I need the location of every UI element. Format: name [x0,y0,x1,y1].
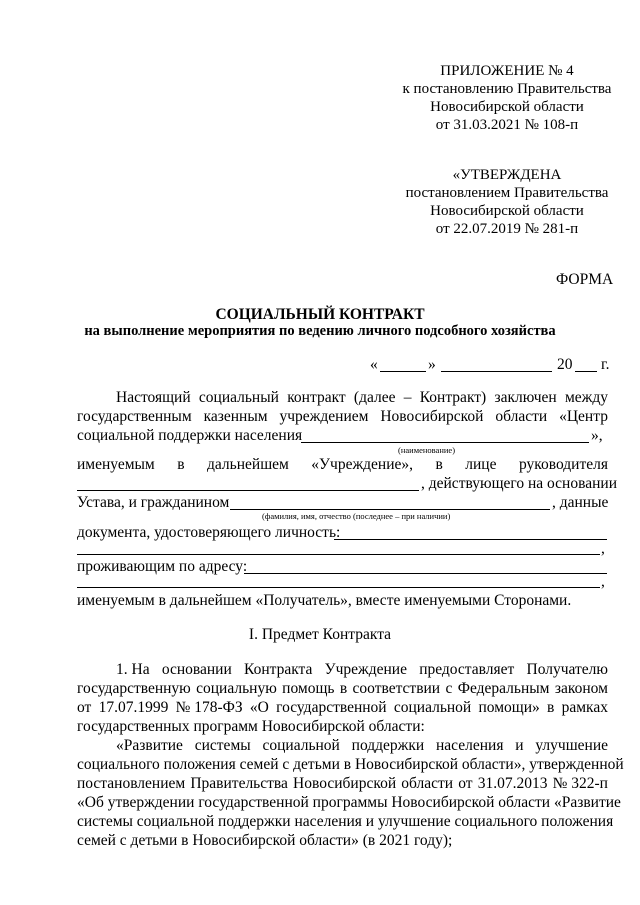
word: от [458,775,473,792]
paragraph-line: государственных программ Новосибирской области: [77,718,425,735]
word: № 322-п [552,775,608,792]
paragraph-line [116,660,608,679]
word: области [401,775,454,792]
word: системы [194,737,251,754]
form-label: ФОРМА [556,271,614,288]
word: поддержки [351,737,425,754]
word: Контракта [244,661,313,678]
word: Контракт) [419,389,487,406]
date-open-quote: « [370,356,378,373]
identity-document-field[interactable] [334,539,607,540]
date-year-prefix: 20 [557,356,573,373]
word: социального положения семей с детьми в Новосибирской области», утвержденной [77,756,624,773]
intro-line: проживающим по адресу: [77,558,248,575]
approval-line: Новосибирской области [430,203,584,219]
intro-line: Устава, и гражданином [77,494,230,511]
word: казенным [203,408,268,425]
word: предоставляет [419,661,515,678]
word: Получателю [526,661,608,678]
paragraph-line [77,774,608,793]
document-title: СОЦИАЛЬНЫЙ КОНТРАКТ [215,306,425,323]
approval-title: «УТВЕРЖДЕНА [452,167,562,183]
word: в [435,456,443,473]
word: социальной [262,737,340,754]
approval-date: от 22.07.2019 № 281-п [435,221,579,237]
word: «Об утверждении государственной программы Новосибирской области «Развитие [77,794,621,811]
word: контракт [287,389,346,406]
word: и [515,737,524,754]
director-name-field[interactable] [77,490,419,491]
word: от [77,699,92,716]
identity-document-field-2[interactable] [77,554,600,555]
word: рамках [561,699,608,716]
word: Новосибирской [380,408,484,425]
date-close-quote: » [428,356,436,373]
intro-line [77,407,608,426]
intro-line [116,388,608,407]
word: Правительства [190,775,288,792]
word: социальной [393,699,472,716]
appendix-line: Новосибирской области [430,99,584,115]
paragraph-line [77,812,614,831]
word: в [547,699,555,716]
word: лице [465,456,497,473]
paragraph-line: семей с детьми в Новосибирской области» (в 2021 году); [77,832,453,849]
word: 17.07.1999 [98,699,169,716]
intro-line-end: , действующего на основании [421,475,617,492]
intro-line-end: , [601,573,605,590]
date-year-field[interactable] [575,371,597,372]
paragraph-line [77,793,621,812]
word: № 178-ФЗ [175,699,243,716]
word: «Центр [559,408,608,425]
word: постановлением [77,775,186,792]
word: руководителя [518,456,608,473]
word: Учреждение [324,661,407,678]
intro-line [77,455,608,474]
word: – [403,389,412,406]
word: помощь [282,680,335,697]
date-day-field[interactable] [380,371,426,372]
paragraph-line [116,736,608,755]
word: Новосибирской [293,775,397,792]
word: государственным [77,408,192,425]
word: именуемым [77,456,155,473]
approval-block [392,166,622,238]
word: «Учреждение», [311,456,414,473]
appendix-line: к постановлению Правительства [402,81,612,97]
section-heading: I. Предмет Контракта [248,626,392,643]
appendix-block [392,62,622,134]
word: дальнейшем [207,456,289,473]
word: системы социальной поддержки населения и улучшение социального положения [77,813,614,830]
word: Настоящий [116,389,191,406]
paragraph-line [77,698,608,717]
date-month-field[interactable] [441,371,552,372]
address-field[interactable] [244,573,607,574]
word: государственную [77,680,191,697]
word: области [495,408,548,425]
word: государственной [276,699,387,716]
intro-line-end: », [591,427,603,444]
word: между [564,389,608,406]
paragraph-line [77,679,608,698]
intro-line-end: , данные [552,494,609,511]
word: соответствии [352,680,441,697]
citizen-name-field[interactable] [230,509,550,510]
intro-line-end: , [601,540,605,557]
word: «О [249,699,269,716]
institution-name-field[interactable] [301,442,589,443]
word: (далее [353,389,396,406]
word: с [445,680,453,697]
document-subtitle: на выполнение мероприятия по ведению личного подсобного хозяйства [84,323,556,339]
word: «Развитие [116,737,183,754]
word: Федеральным [457,680,550,697]
intro-line: именуемым в дальнейшем «Получатель», вместе именуемыми Сторонами. [77,592,572,609]
appendix-title: ПРИЛОЖЕНИЕ № 4 [440,63,574,79]
address-field-2[interactable] [77,587,600,588]
intro-line: документа, удостоверяющего личность: [77,524,341,541]
word: социальную [196,680,277,697]
word: 31.07.2013 [477,775,548,792]
caption-fio: (фамилия, имя, отчество (последнее – при наличии) [262,511,451,521]
word: социальный [198,389,279,406]
intro-line: социальной поддержки населения [77,427,303,444]
caption-name: (наименование) [398,445,456,455]
date-year-suffix: г. [601,356,610,373]
word: основании [161,661,232,678]
word: 1. На [116,661,150,678]
word: помощи» [478,699,540,716]
word: учреждением [279,408,369,425]
paragraph-line [77,755,624,774]
word: в [177,456,185,473]
word: заключен [494,389,557,406]
appendix-date: от 31.03.2021 № 108-п [435,117,579,133]
approval-line: постановлением Правительства [405,185,609,201]
word: населения [436,737,504,754]
word: в [339,680,348,697]
word: улучшение [535,737,608,754]
word: законом [554,680,608,697]
